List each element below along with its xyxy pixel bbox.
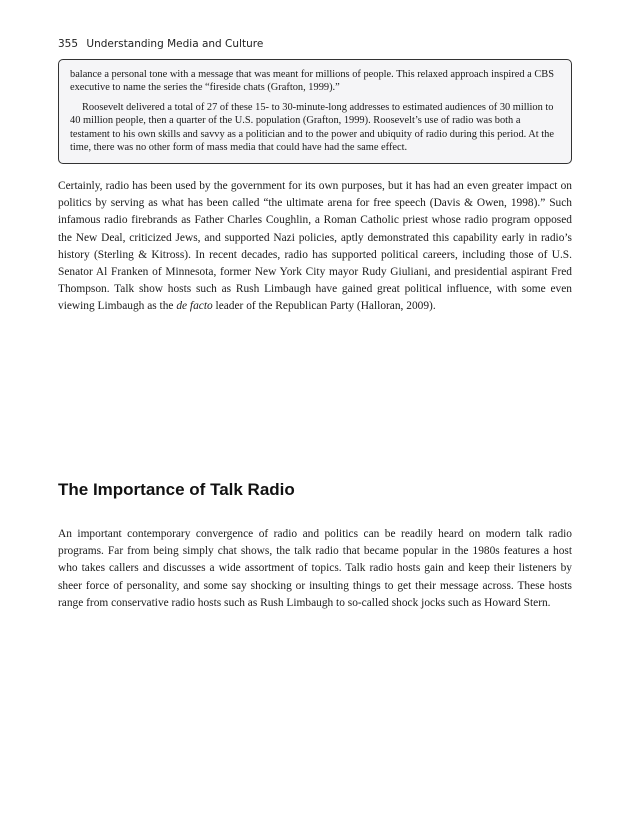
- callout-paragraph-1: balance a personal tone with a message that was meant for millions of people. This relaxed approach inspired a CBS executive to name the series the “fireside chats (Grafton, 1999).”: [70, 69, 554, 94]
- paragraph-1-italic: de facto: [176, 300, 213, 313]
- paragraph-2-text: An important contemporary convergence of radio and politics can be readily heard on modern talk radio programs. Far from being simply chat shows, the talk radio that became popular in the 1980s features a host who takes callers and discusses a wide assortment of topics. Talk radio hosts gain and keep their listeners by sheer force of personality, and some say shocking or insulting things to get their message across. These hosts range from conservative radio hosts such as Rush Limbaugh to so-called shock jocks such as Howard Stern.: [58, 528, 572, 609]
- paragraph-1-text: Certainly, radio has been used by the government for its own purposes, but it has had an even greater impact on politics by serving as what has been called “the ultimate arena for free speech (Davis & Owen, 1998).” Such infamous radio firebrands as Father Charles Coughlin, a Roman Catholic priest whose radio program opposed the New Deal, criticized Jews, and supported Nazi policies, aptly demonstrated this capability early in radio’s history (Sterling & Kitross). In recent decades, radio has supported political careers, including those of U.S. Senator Al Franken of Minnesota, former New York City mayor Rudy Giuliani, and presidential aspirant Fred Thompson. Talk show hosts such as Rush Limbaugh have gained great political influence, with some even viewing Limbaugh as the: [58, 180, 572, 313]
- book-title: Understanding Media and Culture: [86, 38, 264, 50]
- body-paragraph-2: [58, 526, 572, 612]
- paragraph-1-end: leader of the Republican Party (Halloran, 2009).: [212, 300, 436, 313]
- section-heading: The Importance of Talk Radio: [58, 480, 295, 499]
- running-header: [58, 38, 263, 50]
- body-paragraph-1: [58, 178, 572, 316]
- callout-paragraph-2: Roosevelt delivered a total of 27 of these 15- to 30-minute-long addresses to estimated audiences of 30 million to 40 million people, then a quarter of the U.S. population (Grafton, 1999). Roosevelt’s use of radio was both a testament to his own skills and savvy as a politician and to the power and ubiquity of radio during this period. At the time, there was no other form of mass media that could have had the same effect.: [70, 101, 554, 154]
- page-number: 355: [58, 38, 79, 50]
- callout-box: [58, 59, 572, 164]
